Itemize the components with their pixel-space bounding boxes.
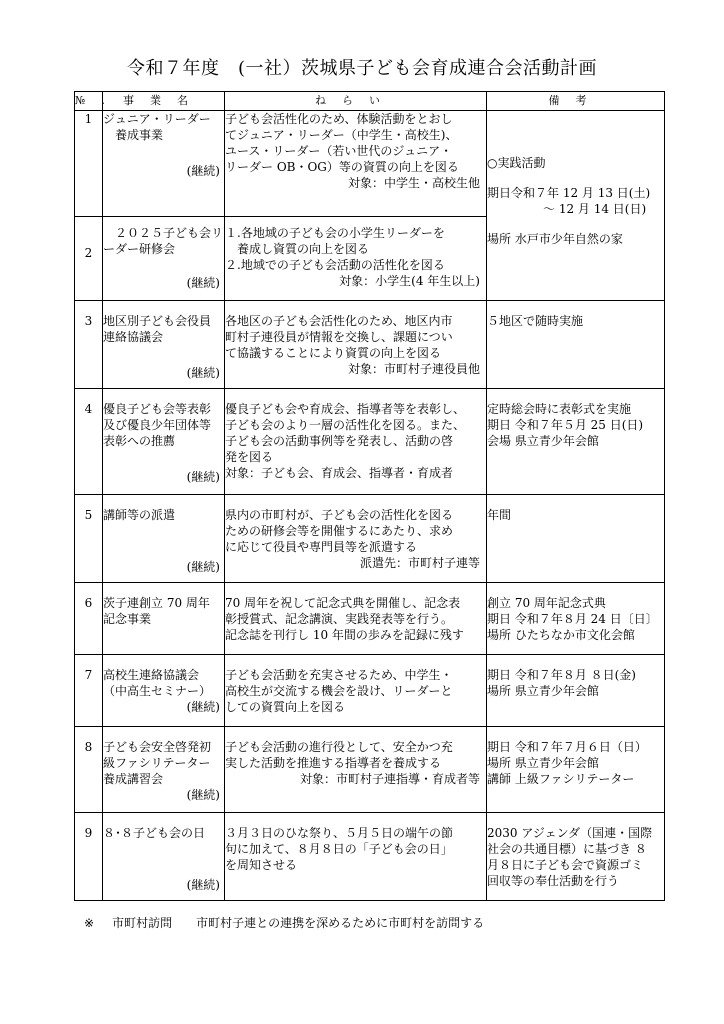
target-text: 対象：小学生(4 年生以上) [339, 274, 480, 288]
remarks-text: 社会の共通目標）に基づき ８ [487, 842, 647, 856]
project-name-cell [103, 111, 225, 217]
remarks-text: 年間 [487, 508, 512, 522]
project-name: 講師等の派遣 [103, 508, 176, 522]
remarks-cell [487, 389, 665, 495]
target-text: 対象：市町村子連指導・育成者等 [299, 772, 480, 786]
table-row [75, 727, 665, 813]
status-label: (継続) [186, 276, 220, 290]
project-name: ２０２５子ども会リ [115, 226, 224, 240]
aim-cell [225, 111, 487, 217]
project-name: 養成講習会 [103, 772, 164, 786]
remarks-text: 講師 上級ファシリテーター [487, 772, 635, 786]
remarks-text: 2030 アジェンダ（国連・国際 [487, 826, 653, 840]
aim-text: に応じて役員や専門員等を派遣する [225, 540, 418, 554]
remarks-text: 場所 県立青少年会館 [487, 756, 599, 770]
footnote-heading: 市町村訪問 [112, 916, 173, 930]
project-name-cell [103, 655, 225, 727]
aim-text: ための研修会等を開催するにあたり、求め [225, 524, 454, 538]
status-label: (継続) [186, 788, 220, 802]
footnote-mark: ※ [84, 916, 95, 930]
table-row [75, 495, 665, 583]
aim-text: １.各地域の子ども会の小学生リーダーを [225, 226, 445, 240]
aim-text: 子ども会活動を充実させるため、中学生・ [225, 668, 453, 682]
aim-text: 実した活動を推進する指導者を養成する [225, 756, 442, 770]
remarks-text: ○実践活動 [487, 156, 546, 170]
aim-text: 発を図る [225, 450, 274, 464]
remarks-text: 場所 県立青少年会館 [487, 684, 599, 698]
project-name-cell [103, 495, 225, 583]
aim-cell [225, 583, 487, 655]
remarks-text: 期日 令和７年８月 ８日(金) [487, 668, 636, 682]
remarks-text: 期日 令和７年８月 24 日〔日〕 [487, 612, 658, 626]
aim-text: 対象：子ども会、育成会、指導者・育成者 [225, 466, 454, 480]
project-name: 級ファシリテーター [103, 756, 211, 770]
aim-text: 記念誌を刊行し 10 年間の歩みを記録に残す [225, 628, 464, 642]
aim-text: リーダー OB・OG）等の資質の向上を図る [225, 160, 459, 174]
target-text: 対象：市町村子連役員他 [347, 362, 480, 376]
aim-text: ２.地域での子ども会活動の活性化を図る [225, 258, 445, 272]
project-name: 優良子ども会等表彰 [103, 402, 212, 416]
row-number: 7 [75, 655, 103, 727]
aim-text: しての資質向上を図る [225, 700, 346, 714]
row-number: 5 [75, 495, 103, 583]
table-row [75, 111, 665, 217]
project-name: 及び優良少年団体等 [103, 418, 212, 432]
aim-text: 70 周年を祝して記念式典を開催し、記念表 [225, 596, 461, 610]
remarks-text: 期日令和７年 12 月 13 日(土) [487, 186, 651, 200]
aim-text: ユース・リーダー（若い世代のジュニア・ [225, 144, 453, 158]
aim-text: ３月３日のひな祭り、５月５日の端午の節 [225, 826, 454, 840]
project-name: 表彰への推薦 [103, 434, 176, 448]
project-name: 子ども会安全啓発初 [103, 740, 212, 754]
target-text: 対象：中学生・高校生他 [347, 176, 480, 190]
aim-text: 各地区の子ども会活性化のため、地区内市 [225, 314, 453, 328]
aim-text: 彰授賞式、記念講演、実践発表等を行う。 [225, 612, 454, 626]
table-row [75, 583, 665, 655]
aim-text: 町村子連役員が情報を交換し、課題につい [225, 330, 453, 344]
project-name-cell [103, 301, 225, 389]
project-name-cell [103, 583, 225, 655]
header-biko: 備考 [487, 92, 665, 111]
project-name: 地区別子ども会役員 [103, 314, 212, 328]
row-number: 6 [75, 583, 103, 655]
table-header-row [75, 92, 665, 111]
project-name-cell [103, 727, 225, 813]
aim-text: を周知させる [225, 858, 298, 872]
aim-text: 子ども会の活動事例等を発表し、活動の啓 [225, 434, 454, 448]
aim-text: 句に加えて、８月８日の「子ども会の日」 [225, 842, 453, 856]
aim-cell [225, 217, 487, 301]
remarks-text: 会場 県立青少年会館 [487, 434, 599, 448]
remarks-text: 月８日に子ども会で資源ゴミ [487, 858, 644, 872]
header-nerai: ねらい [225, 92, 487, 111]
remarks-text: 期日 令和７年７月６日（日） [487, 740, 647, 754]
project-name: （中高生セミナー） [103, 684, 212, 698]
project-name-cell [103, 813, 225, 901]
aim-text: 養成し資質の向上を図る [237, 242, 370, 256]
aim-cell [225, 389, 487, 495]
remarks-text: 定時総会時に表彰式を実施 [487, 402, 632, 416]
project-name: ８･８子ども会の日 [103, 826, 206, 840]
project-name-cell [103, 389, 225, 495]
remarks-text: 場所 ひたちなか市文化会館 [487, 628, 635, 642]
remarks-text: 期日 令和７年５月 25 日(日) [487, 418, 644, 432]
project-name: 養成事業 [115, 128, 164, 142]
project-name: ーダー研修会 [103, 242, 176, 256]
aim-text: 子ども会のより一層の活性化を図る。また、 [225, 418, 466, 432]
table-row [75, 813, 665, 901]
remarks-cell [487, 495, 665, 583]
remarks-cell [487, 583, 665, 655]
aim-cell [225, 495, 487, 583]
remarks-text: ～ 12 月 14 日(日) [543, 202, 647, 216]
table-row [75, 655, 665, 727]
aim-text: 高校生が交流する機会を設け、リーダーと [225, 684, 453, 698]
row-number: 9 [75, 813, 103, 901]
remarks-cell [487, 813, 665, 901]
aim-text: てジュニア・リーダー（中学生・高校生)、 [225, 128, 458, 142]
aim-text: 優良子ども会や育成会、指導者等を表彰し、 [225, 402, 466, 416]
aim-cell [225, 813, 487, 901]
project-name: 記念事業 [103, 612, 152, 626]
table-row [75, 301, 665, 389]
status-label: (継続) [186, 164, 220, 178]
remarks-text: 創立 70 周年記念式典 [487, 596, 606, 610]
project-name: 高校生連絡協議会 [103, 668, 200, 682]
row-number: 2 [75, 217, 103, 301]
row-number: 3 [75, 301, 103, 389]
aim-text: 子ども会活動の進行役として、安全かつ充 [225, 740, 453, 754]
project-name: 連絡協議会 [103, 330, 164, 344]
row-number: 8 [75, 727, 103, 813]
activity-plan-table [74, 91, 665, 901]
remarks-cell [487, 655, 665, 727]
remarks-cell [487, 301, 665, 389]
aim-cell [225, 655, 487, 727]
status-label: (継続) [186, 700, 220, 714]
status-label: (継続) [186, 560, 220, 574]
project-name-cell [103, 217, 225, 301]
aim-text: 県内の市町村が、子ども会の活性化を図る [225, 508, 454, 522]
project-name: ジュニア・リーダー [103, 112, 211, 126]
header-no: №. [75, 92, 103, 111]
row-number: 1 [75, 111, 103, 217]
status-label: (継続) [186, 366, 220, 380]
aim-cell [225, 301, 487, 389]
remarks-text: 場所 水戸市少年自然の家 [487, 232, 623, 246]
remarks-cell [487, 727, 665, 813]
row-number: 4 [75, 389, 103, 495]
footnote-text: 市町村子連との連携を深めるために市町村を訪問する [196, 916, 485, 930]
status-label: (継続) [186, 470, 220, 484]
remarks-text: 回収等の奉仕活動を行う [487, 874, 620, 888]
header-jigyo: 事業名 [103, 92, 225, 111]
aim-text: て協議することにより資質の向上を図る [225, 346, 442, 360]
remarks-text: ５地区で随時実施 [487, 314, 584, 328]
table-row [75, 389, 665, 495]
footnote [84, 914, 484, 931]
remarks-cell [487, 111, 665, 301]
page-title: 令和７年度 (一社）茨城県子ども会育成連合会活動計画 [126, 58, 598, 79]
aim-text: 子ども会活性化のため、体験活動をとおし [225, 112, 453, 126]
status-label: (継続) [186, 878, 220, 892]
target-text: 派遣先：市町村子連等 [359, 556, 480, 570]
aim-cell [225, 727, 487, 813]
project-name: 茨子連創立 70 周年 [103, 596, 210, 610]
